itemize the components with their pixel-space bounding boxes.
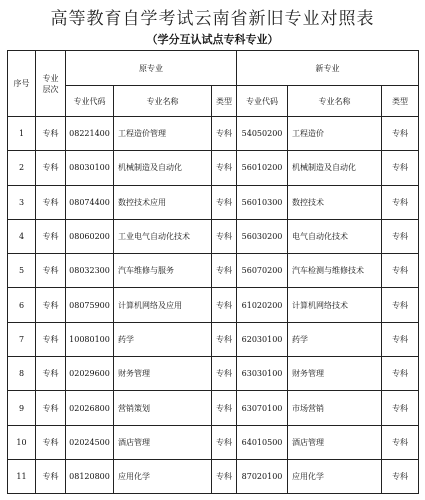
table-header-row-group (8, 51, 419, 86)
cell-new-code: 56030200 (237, 219, 288, 253)
cell-index: 1 (8, 117, 36, 151)
cell-new-code: 87020100 (237, 459, 288, 493)
cell-new-type: 专科 (382, 288, 419, 322)
cell-old-type: 专科 (212, 288, 237, 322)
cell-level: 专科 (36, 425, 66, 459)
cell-new-type: 专科 (382, 254, 419, 288)
cell-new-type: 专科 (382, 151, 419, 185)
table-row (8, 219, 419, 253)
major-comparison-table (7, 50, 419, 494)
cell-index: 4 (8, 219, 36, 253)
cell-old-type: 专科 (212, 322, 237, 356)
cell-level: 专科 (36, 219, 66, 253)
cell-new-type: 专科 (382, 117, 419, 151)
table-row (8, 425, 419, 459)
cell-new-type: 专科 (382, 219, 419, 253)
header-old-type: 类型 (212, 86, 237, 117)
cell-index: 3 (8, 185, 36, 219)
cell-old-name: 应用化学 (114, 459, 212, 493)
cell-new-code: 64010500 (237, 425, 288, 459)
cell-new-code: 56010200 (237, 151, 288, 185)
cell-new-name: 数控技术 (288, 185, 382, 219)
cell-index: 2 (8, 151, 36, 185)
table-row (8, 185, 419, 219)
header-new-type: 类型 (382, 86, 419, 117)
cell-new-code: 54050200 (237, 117, 288, 151)
header-level-line2: 层次 (42, 84, 59, 94)
cell-old-code: 08032300 (66, 254, 114, 288)
cell-old-code: 08120800 (66, 459, 114, 493)
cell-old-name: 酒店管理 (114, 425, 212, 459)
table-row (8, 288, 419, 322)
cell-new-type: 专科 (382, 185, 419, 219)
cell-old-code: 08030100 (66, 151, 114, 185)
cell-new-type: 专科 (382, 322, 419, 356)
cell-index: 7 (8, 322, 36, 356)
cell-old-code: 08075900 (66, 288, 114, 322)
table-header-row-columns (8, 86, 419, 117)
cell-index: 9 (8, 391, 36, 425)
header-level-line1: 专业 (42, 73, 59, 83)
cell-level: 专科 (36, 322, 66, 356)
cell-old-code: 10080100 (66, 322, 114, 356)
cell-new-name: 计算机网络技术 (288, 288, 382, 322)
cell-old-type: 专科 (212, 185, 237, 219)
cell-new-type: 专科 (382, 459, 419, 493)
cell-new-name: 电气自动化技术 (288, 219, 382, 253)
cell-new-name: 财务管理 (288, 357, 382, 391)
cell-old-type: 专科 (212, 425, 237, 459)
cell-old-code: 02029600 (66, 357, 114, 391)
cell-new-code: 63070100 (237, 391, 288, 425)
header-new-code: 专业代码 (237, 86, 288, 117)
table-row (8, 322, 419, 356)
page-subtitle: （学分互认试点专科专业） (146, 33, 279, 46)
cell-old-code: 08074400 (66, 185, 114, 219)
cell-old-code: 08060200 (66, 219, 114, 253)
cell-new-type: 专科 (382, 425, 419, 459)
cell-old-name: 机械制造及自动化 (114, 151, 212, 185)
table-body (8, 117, 419, 494)
cell-index: 5 (8, 254, 36, 288)
table-row (8, 357, 419, 391)
cell-index: 8 (8, 357, 36, 391)
header-old-name: 专业名称 (114, 86, 212, 117)
cell-old-name: 工程造价管理 (114, 117, 212, 151)
cell-level: 专科 (36, 391, 66, 425)
cell-level: 专科 (36, 254, 66, 288)
table-row (8, 117, 419, 151)
header-index: 序号 (8, 51, 36, 117)
table-row (8, 391, 419, 425)
cell-old-name: 计算机网络及应用 (114, 288, 212, 322)
cell-old-type: 专科 (212, 459, 237, 493)
cell-old-code: 02026800 (66, 391, 114, 425)
cell-new-name: 工程造价 (288, 117, 382, 151)
cell-new-name: 汽车检测与维修技术 (288, 254, 382, 288)
cell-new-name: 应用化学 (288, 459, 382, 493)
cell-old-name: 汽车维修与服务 (114, 254, 212, 288)
cell-new-code: 56010300 (237, 185, 288, 219)
cell-new-code: 61020200 (237, 288, 288, 322)
cell-new-code: 56070200 (237, 254, 288, 288)
header-old-code: 专业代码 (66, 86, 114, 117)
cell-index: 10 (8, 425, 36, 459)
cell-level: 专科 (36, 357, 66, 391)
header-level (36, 51, 66, 117)
cell-old-code: 02024500 (66, 425, 114, 459)
header-new-name: 专业名称 (288, 86, 382, 117)
cell-old-type: 专科 (212, 117, 237, 151)
cell-index: 11 (8, 459, 36, 493)
cell-new-name: 机械制造及自动化 (288, 151, 382, 185)
cell-new-name: 酒店管理 (288, 425, 382, 459)
table-row (8, 254, 419, 288)
cell-old-type: 专科 (212, 151, 237, 185)
header-new-major-group: 新专业 (237, 51, 419, 86)
page-title: 高等教育自学考试云南省新旧专业对照表 (50, 9, 375, 29)
cell-old-type: 专科 (212, 391, 237, 425)
cell-new-code: 62030100 (237, 322, 288, 356)
cell-old-type: 专科 (212, 357, 237, 391)
table-row (8, 151, 419, 185)
cell-level: 专科 (36, 288, 66, 322)
cell-new-code: 63030100 (237, 357, 288, 391)
cell-level: 专科 (36, 151, 66, 185)
cell-new-type: 专科 (382, 357, 419, 391)
cell-new-name: 市场营销 (288, 391, 382, 425)
cell-old-name: 工业电气自动化技术 (114, 219, 212, 253)
cell-old-name: 药学 (114, 322, 212, 356)
cell-old-name: 数控技术应用 (114, 185, 212, 219)
table-row (8, 459, 419, 493)
cell-new-type: 专科 (382, 391, 419, 425)
cell-new-name: 药学 (288, 322, 382, 356)
header-old-major-group: 原专业 (66, 51, 237, 86)
cell-old-type: 专科 (212, 254, 237, 288)
cell-old-code: 08221400 (66, 117, 114, 151)
cell-level: 专科 (36, 185, 66, 219)
cell-level: 专科 (36, 117, 66, 151)
cell-old-name: 财务管理 (114, 357, 212, 391)
cell-level: 专科 (36, 459, 66, 493)
cell-old-name: 营销策划 (114, 391, 212, 425)
cell-old-type: 专科 (212, 219, 237, 253)
cell-index: 6 (8, 288, 36, 322)
